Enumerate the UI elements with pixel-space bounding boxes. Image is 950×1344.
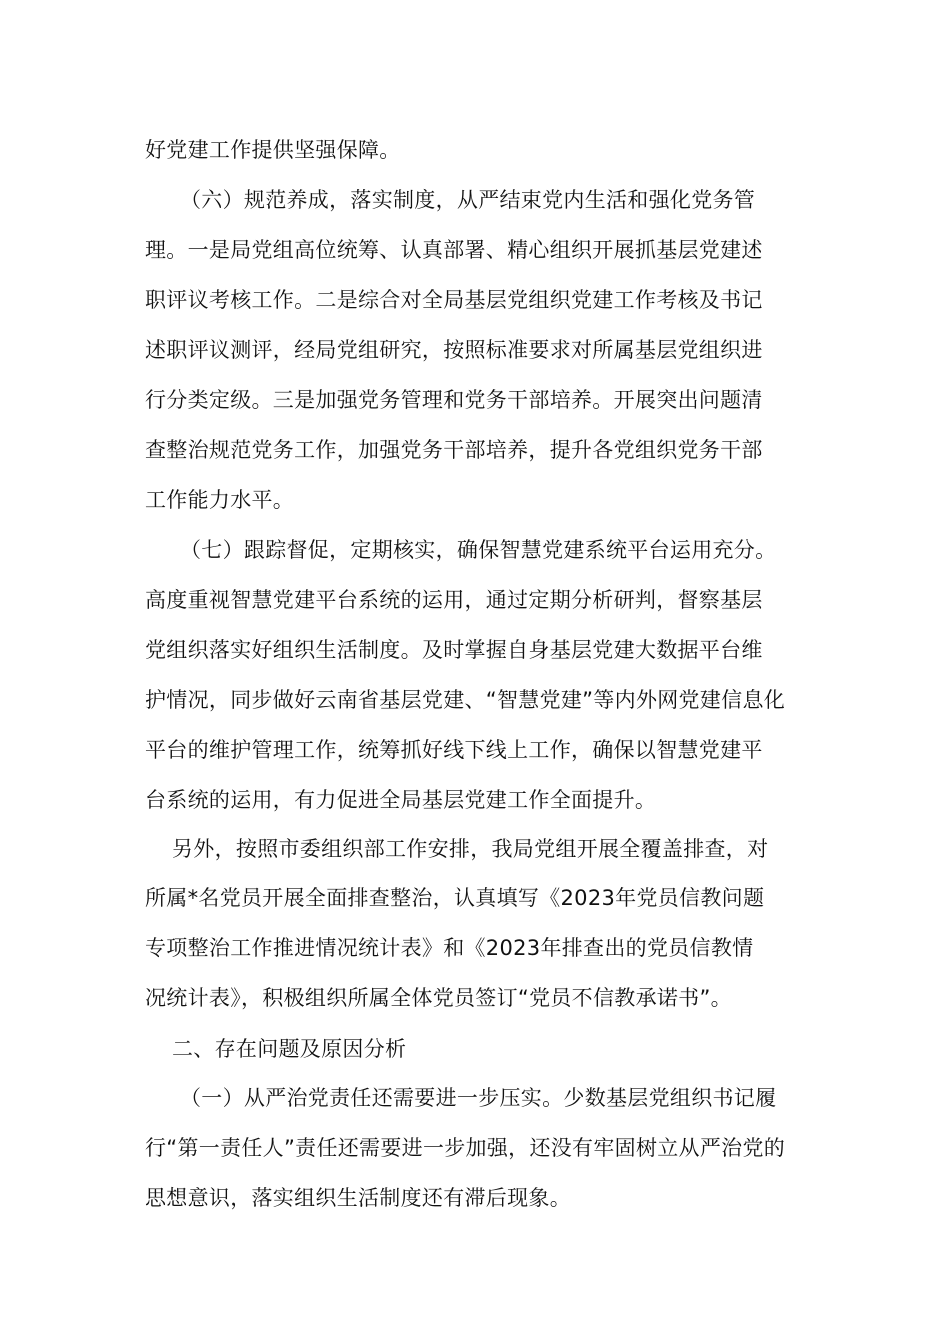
text-line: 工作能力水平。 xyxy=(145,488,295,512)
text-line: 行“第一责任人”责任还需要进一步加强，还没有牢固树立从严治党的 xyxy=(145,1136,786,1160)
text-line: 高度重视智慧党建平台系统的运用，通过定期分析研判，督察基层 xyxy=(145,588,763,612)
text-line: 所属*名党员开展全面排查整治，认真填写《2023年党员信教问题 xyxy=(145,886,765,910)
text-line: 平台的维护管理工作，统筹抓好线下线上工作，确保以智慧党建平 xyxy=(145,738,763,762)
text-line: （六）规范养成，落实制度，从严结束党内生活和强化党务管 xyxy=(180,188,756,212)
text-line: （一）从严治党责任还需要进一步压实。少数基层党组织书记履 xyxy=(180,1086,777,1110)
text-line: 党组织落实好组织生活制度。及时掌握自身基层党建大数据平台维 xyxy=(145,638,763,662)
text-line: 台系统的运用，有力促进全局基层党建工作全面提升。 xyxy=(145,788,657,812)
text-line: 思想意识，落实组织生活制度还有滞后现象。 xyxy=(145,1186,571,1210)
text-line: 专项整治工作推进情况统计表》和《2023年排查出的党员信教情 xyxy=(145,936,754,960)
text-line: 职评议考核工作。二是综合对全局基层党组织党建工作考核及书记 xyxy=(145,288,763,312)
text-line: 行分类定级。三是加强党务管理和党务干部培养。开展突出问题清 xyxy=(145,388,763,412)
text-line: 护情况，同步做好云南省基层党建、“智慧党建”等内外网党建信息化 xyxy=(145,688,786,712)
text-line: 查整治规范党务工作，加强党务干部培养，提升各党组织党务干部 xyxy=(145,438,763,462)
text-line: 况统计表》，积极组织所属全体党员签订“党员不信教承诺书”。 xyxy=(145,986,732,1010)
text-line: 好党建工作提供坚强保障。 xyxy=(145,138,401,162)
text-line: 述职评议测评，经局党组研究，按照标准要求对所属基层党组织进 xyxy=(145,338,763,362)
text-line: 另外，按照市委组织部工作安排，我局党组开展全覆盖排查，对 xyxy=(172,837,769,861)
text-line: 理。一是局党组高位统筹、认真部署、精心组织开展抓基层党建述 xyxy=(145,238,763,262)
text-line: （七）跟踪督促，定期核实，确保智慧党建系统平台运用充分。 xyxy=(180,538,777,562)
section-heading: 二、存在问题及原因分析 xyxy=(172,1037,407,1061)
